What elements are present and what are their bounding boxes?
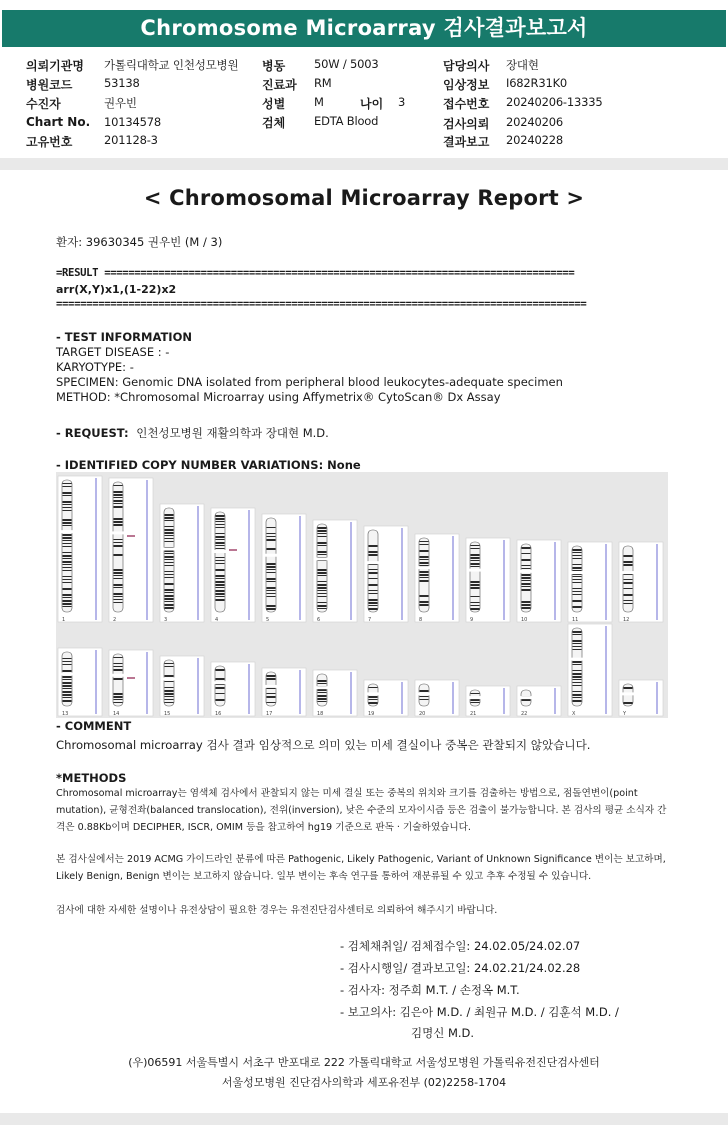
field-value: I682R31K0 bbox=[506, 76, 568, 90]
field-label: 성별 bbox=[262, 97, 286, 111]
chromosome-label: 17 bbox=[266, 711, 273, 717]
chromosome-label: 12 bbox=[623, 617, 630, 623]
field-label: 담당의사 bbox=[443, 59, 490, 73]
chromosome-label: 8 bbox=[419, 617, 423, 623]
field-label: 병원코드 bbox=[26, 78, 73, 92]
chromosome-13 bbox=[58, 648, 102, 717]
reporting-physician-cont: 김명신 M.D. bbox=[411, 1026, 475, 1040]
field-label: 결과보고 bbox=[443, 135, 490, 149]
field-value: 10134578 bbox=[104, 115, 161, 129]
methods-heading: *METHODS bbox=[56, 771, 127, 785]
chromosome-label: 13 bbox=[62, 711, 69, 717]
chromosome-label: 14 bbox=[113, 711, 120, 717]
chromosome-11 bbox=[568, 542, 612, 623]
result-value: arr(X,Y)x1,(1-22)x2 bbox=[56, 283, 177, 296]
target-disease: TARGET DISEASE : - bbox=[56, 345, 170, 359]
field-value: RM bbox=[314, 76, 332, 90]
method-line: METHOD: *Chromosomal Microarray using Affymetrix® CytoScan® Dx Assay bbox=[56, 390, 501, 404]
methods-paragraph-2: 본 검사실에서는 2019 ACMG 가이드라인 분류에 따른 Pathogenic, Likely Pathogenic, Variant of Unknown Significance 변이는 보고하며, Likely Benign, Benign 변이는 보고하지 않습니다. 일부 변이는 후속 연구를 통하여 재분류될 수 있고 추후 수정될 수 있습니다. bbox=[56, 854, 666, 882]
chromosome-label: 9 bbox=[470, 617, 474, 623]
page-bottom-bar bbox=[0, 1113, 728, 1125]
chromosome-label: 4 bbox=[215, 617, 219, 623]
comment-heading: - COMMENT bbox=[56, 719, 132, 733]
chromosome-8 bbox=[415, 534, 459, 623]
chromosome-6 bbox=[313, 520, 357, 623]
field-label: 병동 bbox=[262, 59, 286, 73]
chromosome-label: 6 bbox=[317, 617, 321, 623]
chromosome-label: X bbox=[572, 711, 576, 717]
chromosome-X bbox=[568, 624, 612, 717]
chromosome-21 bbox=[466, 686, 510, 717]
chromosome-10 bbox=[517, 540, 561, 623]
chromosome-Y bbox=[619, 680, 663, 717]
field-value: 20240206-13335 bbox=[506, 95, 603, 109]
chromosome-label: 7 bbox=[368, 617, 372, 623]
chromosome-20 bbox=[415, 680, 459, 717]
field-label: 검체 bbox=[262, 116, 286, 130]
chromosome-label: 2 bbox=[113, 617, 117, 623]
chromosome-5 bbox=[262, 514, 306, 623]
field-label: 수진자 bbox=[26, 97, 61, 111]
request-label: - REQUEST: bbox=[56, 426, 129, 440]
cnv-heading: - IDENTIFIED COPY NUMBER VARIATIONS: None bbox=[56, 458, 361, 472]
field-label: Chart No. bbox=[26, 115, 91, 129]
field-value: M bbox=[314, 95, 324, 109]
karyogram-panel bbox=[56, 472, 668, 718]
technicians: - 검사자: 정주희 M.T. / 손정옥 M.T. bbox=[340, 983, 520, 997]
field-label: 검사의뢰 bbox=[443, 117, 490, 131]
field-value: 권우빈 bbox=[104, 96, 137, 110]
chromosome-label: 21 bbox=[470, 711, 477, 717]
section-divider bbox=[0, 158, 728, 170]
chromosome-9 bbox=[466, 538, 510, 623]
field-label: 의뢰기관명 bbox=[26, 59, 84, 73]
footer-department: 서울성모병원 진단검사의학과 세포유전부 (02)2258-1704 bbox=[221, 1076, 507, 1089]
report-title-bar: Chromosome Microarray 검사결과보고서 bbox=[2, 10, 726, 47]
field-label: 진료과 bbox=[262, 78, 297, 92]
karyotype-line: KARYOTYPE: - bbox=[56, 360, 134, 374]
chromosome-label: Y bbox=[623, 711, 627, 717]
result-rule-bottom: ======================================================================================== bbox=[56, 298, 587, 310]
report-heading: < Chromosomal Microarray Report > bbox=[143, 186, 585, 210]
methods-paragraph-1: Chromosomal microarray는 염색체 검사에서 관찰되지 않는 미세 결실 또는 중복의 위치와 크기를 검출하는 방법으로, 점돌연변이(point mutation), 균형전좌(balanced translocation), 전위(inversion), 낮은 수준의 모자이시즘 등은 검출이 불가능합니다. 본 검사의 평균 소식자 간격은 0.88Kb이며 DECIPHER, ISCR, OMIM 등을 참고하여 hg19 기준으로 판독 · 기술하였습니다. bbox=[56, 788, 667, 833]
request-line bbox=[56, 425, 329, 441]
chromosome-17 bbox=[262, 668, 306, 717]
chromosome-label: 1 bbox=[62, 617, 66, 623]
field-value: 가톨릭대학교 인천성모병원 bbox=[104, 58, 239, 72]
chromosome-12 bbox=[619, 542, 663, 623]
chromosome-label: 18 bbox=[317, 711, 324, 717]
chromosome-7 bbox=[364, 526, 408, 623]
sample-dates: - 검체채취일/ 검체접수일: 24.02.05/24.02.07 bbox=[340, 939, 581, 953]
chromosome-label: 3 bbox=[164, 617, 168, 623]
footer-address: (우)06591 서울특별시 서초구 반포대로 222 가톨릭대학교 서울성모병원 가톨릭유전진단검사센터 bbox=[128, 1056, 600, 1069]
chromosome-label: 19 bbox=[368, 711, 375, 717]
chromosome-label: 22 bbox=[521, 711, 528, 717]
field-value: 201128-3 bbox=[104, 133, 158, 147]
chromosome-label: 10 bbox=[521, 617, 528, 623]
chromosome-15 bbox=[160, 656, 204, 717]
request-value: 인천성모병원 재활의학과 장대현 M.D. bbox=[136, 426, 329, 440]
chromosome-16 bbox=[211, 662, 255, 717]
chromosome-label: 5 bbox=[266, 617, 270, 623]
header-info bbox=[0, 56, 728, 156]
chromosome-label: 16 bbox=[215, 711, 222, 717]
chromosome-3 bbox=[160, 504, 204, 623]
chromosome-label: 20 bbox=[419, 711, 426, 717]
field-label: 고유번호 bbox=[26, 135, 73, 149]
field-value: 50W / 5003 bbox=[314, 57, 379, 71]
chromosome-label: 11 bbox=[572, 617, 579, 623]
specimen-line: SPECIMEN: Genomic DNA isolated from peripheral blood leukocytes-adequate specimen bbox=[56, 375, 563, 389]
patient-line: 환자: 39630345 권우빈 (M / 3) bbox=[56, 235, 223, 249]
field-value: 20240228 bbox=[506, 133, 563, 147]
test-dates: - 검사시행일/ 결과보고일: 24.02.21/24.02.28 bbox=[340, 961, 581, 975]
chromosome-2 bbox=[109, 478, 153, 623]
chromosome-22 bbox=[517, 686, 561, 717]
field-value: 3 bbox=[398, 95, 406, 109]
field-value: 53138 bbox=[104, 76, 140, 90]
field-value: EDTA Blood bbox=[314, 114, 379, 128]
reporting-physicians: - 보고의사: 김은아 M.D. / 최원규 M.D. / 김훈석 M.D. / bbox=[340, 1005, 619, 1019]
field-value: 20240206 bbox=[506, 115, 563, 129]
field-label: 접수번호 bbox=[443, 97, 490, 111]
comment-text: Chromosomal microarray 검사 결과 임상적으로 의미 있는 미세 결실이나 중복은 관찰되지 않았습니다. bbox=[56, 738, 591, 752]
chromosome-14 bbox=[109, 650, 153, 717]
chromosome-19 bbox=[364, 680, 408, 717]
karyogram-image bbox=[56, 472, 668, 718]
chromosome-label: 15 bbox=[164, 711, 171, 717]
methods-paragraph-3: 검사에 대한 자세한 설명이나 유전상담이 필요한 경우는 유전진단검사센터로 의뢰하여 해주시기 바랍니다. bbox=[56, 905, 498, 916]
chromosome-4 bbox=[211, 508, 255, 623]
chromosome-1 bbox=[58, 476, 102, 623]
field-label: 임상정보 bbox=[443, 78, 490, 92]
field-label: 나이 bbox=[360, 97, 384, 111]
chromosome-18 bbox=[313, 670, 357, 717]
test-info-heading: - TEST INFORMATION bbox=[56, 330, 192, 344]
field-value: 장대현 bbox=[506, 58, 539, 72]
result-rule: =RESULT ============================================================================== bbox=[56, 267, 575, 279]
